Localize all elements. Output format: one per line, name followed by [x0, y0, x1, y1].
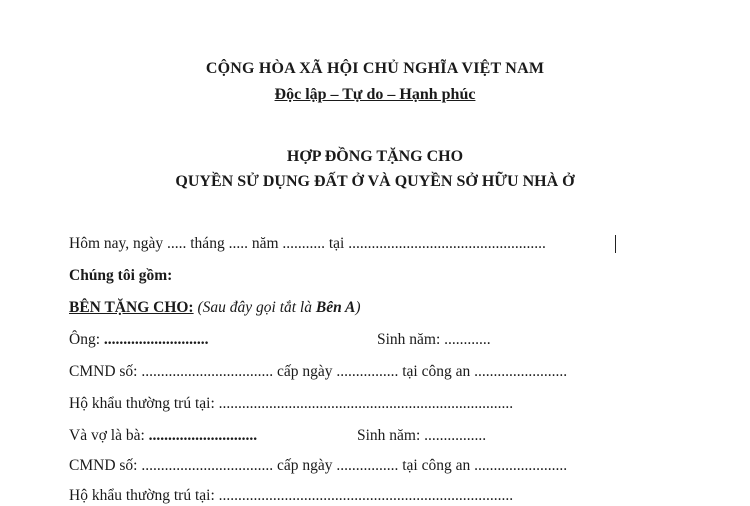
mr-label: Ông:	[69, 331, 104, 348]
parties-heading: Chúng tôi gồm:	[69, 267, 173, 284]
contract-title: HỢP ĐỒNG TẶNG CHO	[286, 148, 464, 165]
party-a-note-prefix: (Sau đây gọi tắt là	[193, 299, 316, 316]
date-place-line[interactable]: Hôm nay, ngày ..... tháng ..... năm ........... tại ...................................................	[69, 235, 546, 252]
residence-line-2[interactable]: Hộ khẩu thường trú tại: ............................................................................	[69, 487, 514, 504]
text-cursor	[615, 235, 616, 253]
party-a-label: BÊN TẶNG CHO:	[69, 299, 194, 316]
birth-year-field-2[interactable]: Sinh năm: ................	[357, 427, 487, 444]
national-motto: Độc lập – Tự do – Hạnh phúc	[274, 86, 476, 103]
wife-field[interactable]	[69, 426, 257, 446]
birth-year-field-1[interactable]: Sinh năm: ............	[377, 331, 491, 348]
contract-subtitle: QUYỀN SỬ DỤNG ĐẤT Ở VÀ QUYỀN SỞ HỮU NHÀ Ở	[175, 173, 575, 190]
mr-name-blank[interactable]: ...........................	[103, 331, 209, 348]
party-a-heading	[69, 298, 361, 318]
residence-line-1[interactable]: Hộ khẩu thường trú tại: ............................................................................	[69, 395, 514, 412]
id-card-line-1[interactable]: CMND số: .................................. cấp ngày ................ tại công an ........................	[69, 363, 568, 380]
party-a-note-suffix: )	[355, 299, 361, 316]
wife-label: Và vợ là bà:	[69, 427, 149, 444]
party-a-note-name: Bên A	[315, 299, 356, 316]
national-title: CỘNG HÒA XÃ HỘI CHỦ NGHĨA VIỆT NAM	[205, 60, 545, 77]
mr-field[interactable]	[69, 330, 209, 350]
wife-name-blank[interactable]: ............................	[148, 427, 258, 444]
id-card-line-2[interactable]: CMND số: .................................. cấp ngày ................ tại công an ........................	[69, 457, 568, 474]
